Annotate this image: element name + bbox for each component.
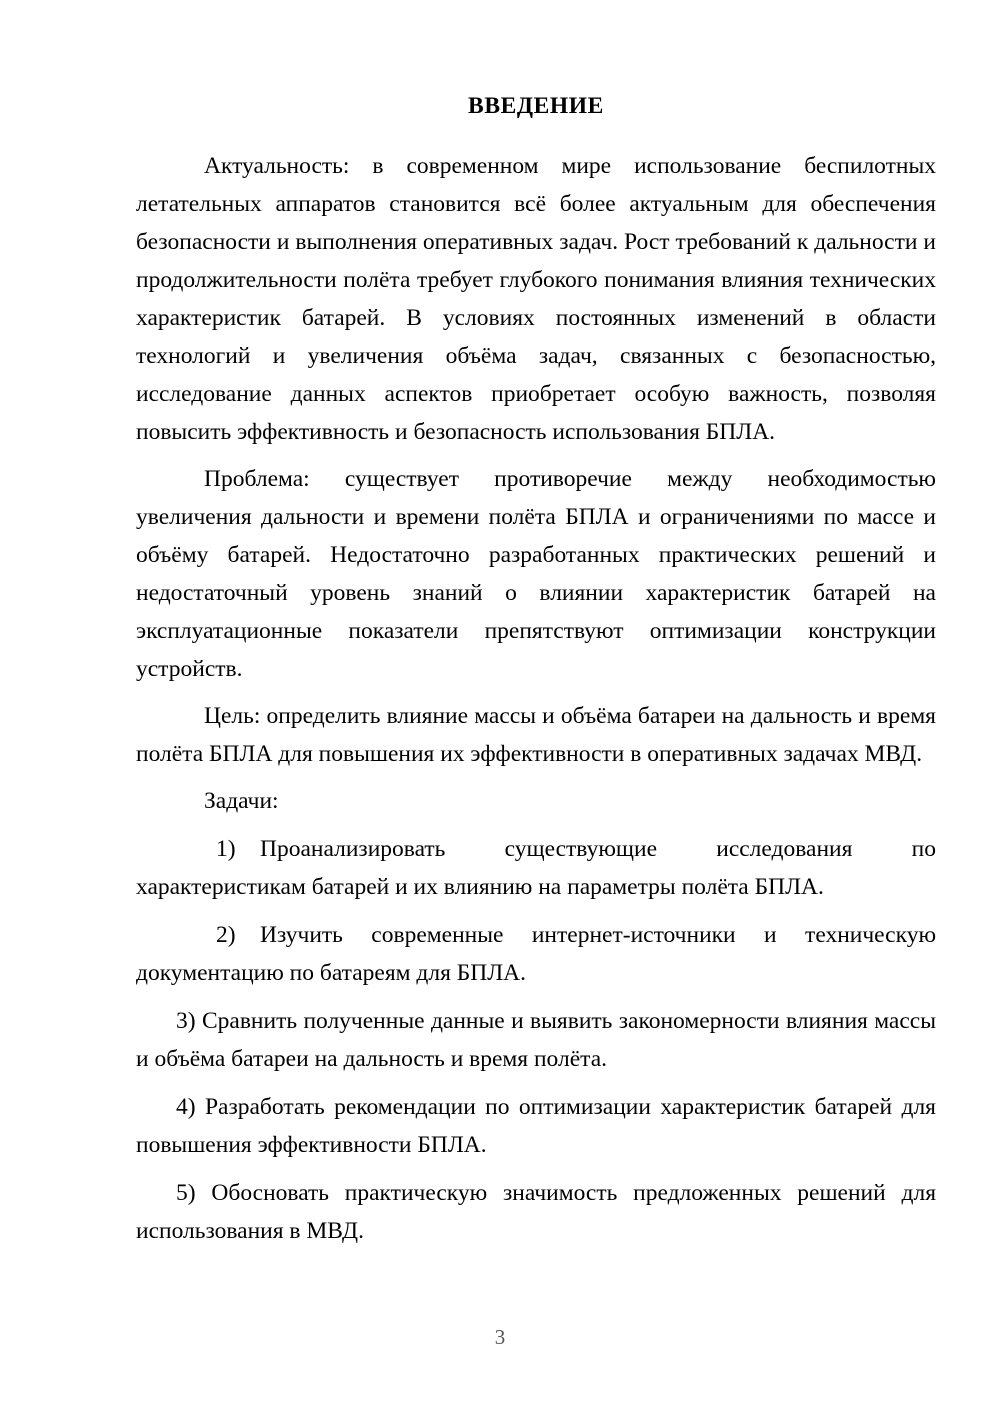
task-item-3 [136,1002,936,1078]
task-item-2 [136,916,936,992]
task-marker-5: 5) [176,1180,196,1207]
task-text-4: Разработать рекомендации по оптимизации характеристик батарей для повышения эффективности БПЛА. [136,1094,936,1159]
task-marker-3: 3) [176,1008,196,1035]
task-item-4 [136,1088,936,1164]
task-text-3: Сравнить полученные данные и выявить закономерности влияния массы и объёма батареи на дальность и время полёта. [136,1008,936,1073]
paragraph-goal: Цель: определить влияние массы и объёма батареи на дальность и время полёта БПЛА для повышения их эффективности в оперативных задачах МВД. [136,703,936,768]
task-text-2: Изучить современные интернет-источники и техническую документацию по батареям для БПЛА. [136,922,936,987]
paragraph-relevance: Актуальность: в современном мире использование беспилотных летательных аппаратов становится всё более актуальным для обеспечения безопасности и выполнения оперативных задач. Рост требований к дальности и продолжительности полёта требует глубокого понимания влияния технических характеристик батарей. В условиях постоянных изменений в области технологий и увеличения объёма задач, связанных с безопасностью, исследование данных аспектов приобретает особую важность, позволяя повысить эффективность и безопасность использования БПЛА. [136,153,936,446]
task-text-5: Обосновать практическую значимость предложенных решений для использования в МВД. [136,1180,937,1245]
paragraph-problem: Проблема: существует противоречие между необходимостью увеличения дальности и времени полёта БПЛА и ограничениями по массе и объёму батарей. Недостаточно разработанных практических решений и недостаточный уровень знаний о влиянии характеристик батарей на эксплуатационные показатели препятствуют оптимизации конструкции устройств. [136,466,936,683]
task-item-5 [136,1174,936,1250]
task-marker-2: 2) [216,922,236,949]
task-item-1 [136,830,936,906]
page-content [136,92,936,1260]
task-marker-4: 4) [176,1094,196,1121]
page-title: ВВЕДЕНИЕ [468,93,604,119]
task-marker-1: 1) [216,836,236,863]
page-number: 3 [494,1325,506,1349]
tasks-heading: Задачи: [204,788,279,815]
task-text-1: Проанализировать существующие исследования по характеристикам батарей и их влиянию на параметры полёта БПЛА. [136,836,936,901]
